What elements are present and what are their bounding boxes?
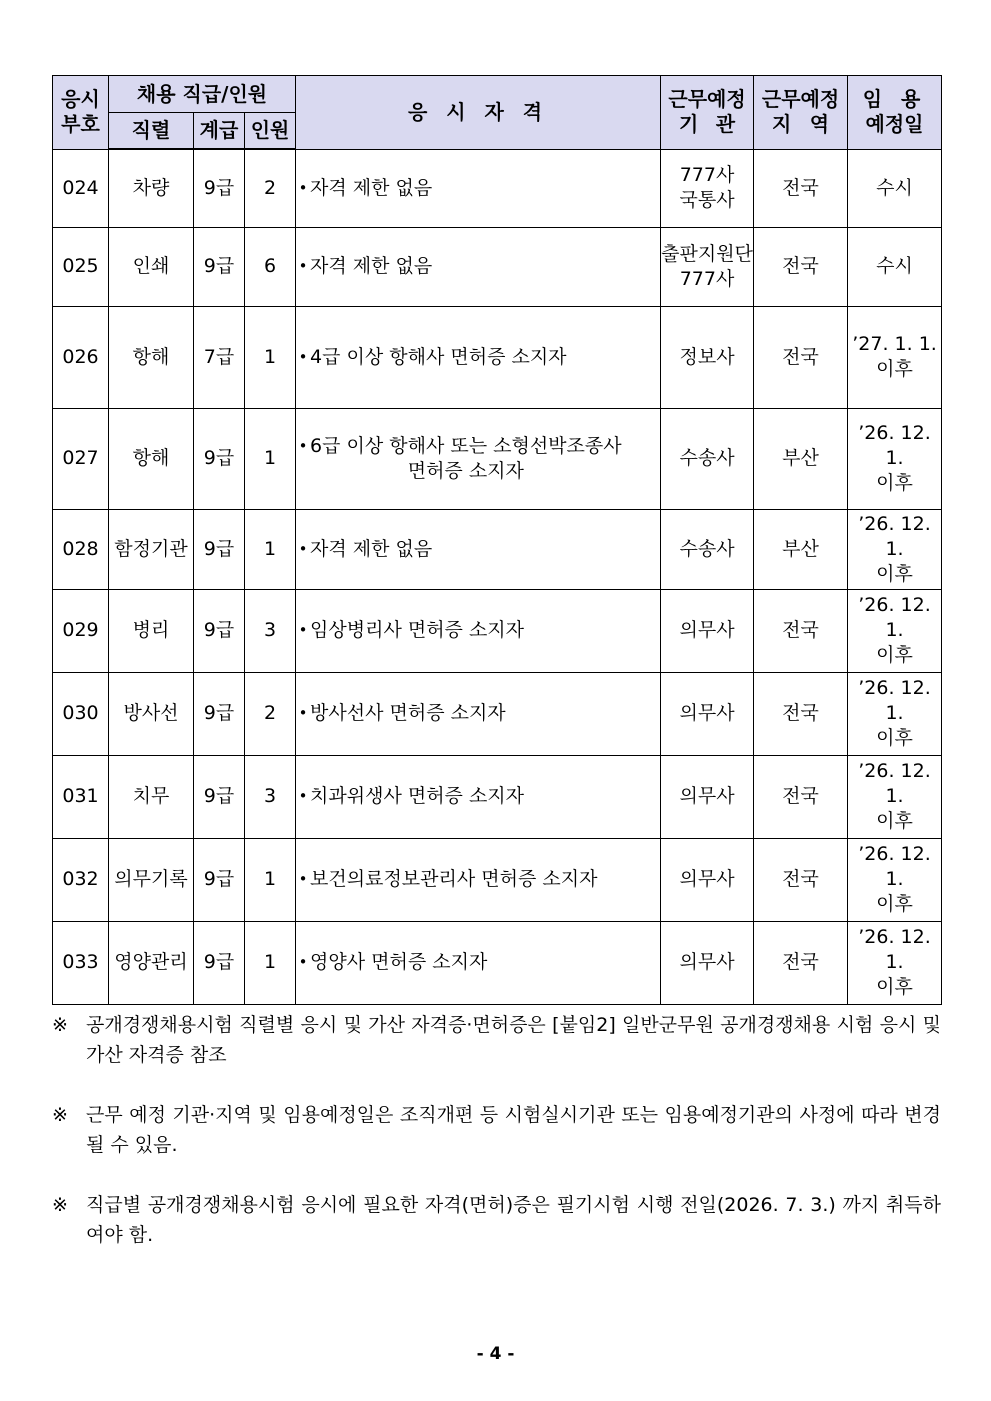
cell-region: 전국 bbox=[754, 838, 848, 921]
table-row bbox=[53, 149, 942, 227]
qualification-line: 6급 이상 항해사 또는 소형선박조종사 bbox=[310, 434, 622, 457]
cell-appointment-date: ’27. 1. 1. 이후 bbox=[848, 306, 942, 408]
cell-count: 3 bbox=[245, 755, 296, 838]
cell-exam-number: 025 bbox=[53, 227, 109, 306]
cell-series: 병리 bbox=[109, 589, 194, 672]
cell-appointment-date: 수시 bbox=[848, 227, 942, 306]
cell-qualification bbox=[296, 408, 661, 509]
note-text: 직급별 공개경쟁채용시험 응시에 필요한 자격(면허)증은 필기시험 시행 전일(2026. 7. 3.) 까지 취득하여야 함. bbox=[86, 1194, 941, 1246]
cell-exam-number: 032 bbox=[53, 838, 109, 921]
note-item bbox=[52, 1010, 941, 1070]
cell-exam-number: 031 bbox=[53, 755, 109, 838]
cell-region: 부산 bbox=[754, 408, 848, 509]
cell-series: 치무 bbox=[109, 755, 194, 838]
note-mark-icon: ※ bbox=[52, 1194, 68, 1216]
cell-count: 6 bbox=[245, 227, 296, 306]
cell-region: 전국 bbox=[754, 921, 848, 1004]
header-agency: 근무예정 기 관 bbox=[661, 76, 754, 150]
table-row bbox=[53, 589, 942, 672]
cell-count: 1 bbox=[245, 838, 296, 921]
qualification-line: 영양사 면허증 소지자 bbox=[310, 951, 488, 973]
bullet-icon: • bbox=[298, 953, 308, 971]
cell-qualification bbox=[296, 227, 661, 306]
cell-grade: 9급 bbox=[194, 227, 245, 306]
header-region: 근무예정 지 역 bbox=[754, 76, 848, 150]
cell-count: 2 bbox=[245, 149, 296, 227]
bullet-icon: • bbox=[298, 257, 308, 275]
cell-count: 3 bbox=[245, 589, 296, 672]
cell-series: 인쇄 bbox=[109, 227, 194, 306]
cell-appointment-date: ’26. 12. 1. 이후 bbox=[848, 509, 942, 589]
table-row bbox=[53, 509, 942, 589]
cell-grade: 9급 bbox=[194, 921, 245, 1004]
cell-count: 1 bbox=[245, 306, 296, 408]
cell-agency: 수송사 bbox=[661, 408, 754, 509]
cell-appointment-date: ’26. 12. 1. 이후 bbox=[848, 921, 942, 1004]
cell-agency: 777사 국통사 bbox=[661, 149, 754, 227]
note-item bbox=[52, 1100, 941, 1160]
cell-grade: 9급 bbox=[194, 589, 245, 672]
cell-qualification bbox=[296, 509, 661, 589]
cell-series: 영양관리 bbox=[109, 921, 194, 1004]
bullet-icon: • bbox=[298, 436, 308, 455]
bullet-icon: • bbox=[298, 347, 308, 366]
cell-grade: 9급 bbox=[194, 672, 245, 755]
table-body bbox=[53, 149, 942, 1004]
header-appointment-date: 임 용 예정일 bbox=[848, 76, 942, 150]
bullet-icon: • bbox=[298, 621, 308, 639]
cell-appointment-date: ’26. 12. 1. 이후 bbox=[848, 672, 942, 755]
cell-count: 1 bbox=[245, 921, 296, 1004]
cell-appointment-date: ’26. 12. 1. 이후 bbox=[848, 589, 942, 672]
table-row bbox=[53, 755, 942, 838]
table-row bbox=[53, 921, 942, 1004]
cell-region: 전국 bbox=[754, 755, 848, 838]
bullet-icon: • bbox=[298, 704, 308, 722]
note-text: 공개경쟁채용시험 직렬별 응시 및 가산 자격증·면허증은 [붙임2] 일반군무원 공개경쟁채용 시험 응시 및 가산 자격증 참조 bbox=[86, 1014, 941, 1066]
cell-region: 전국 bbox=[754, 227, 848, 306]
table-row bbox=[53, 838, 942, 921]
note-mark-icon: ※ bbox=[52, 1014, 68, 1036]
qualification-line: 면허증 소지자 bbox=[407, 459, 524, 482]
cell-grade: 9급 bbox=[194, 408, 245, 509]
cell-appointment-date: ’26. 12. 1. 이후 bbox=[848, 838, 942, 921]
qualification-line: 치과위생사 면허증 소지자 bbox=[310, 785, 525, 807]
cell-region: 부산 bbox=[754, 509, 848, 589]
cell-agency: 수송사 bbox=[661, 509, 754, 589]
cell-agency: 출판지원단 777사 bbox=[661, 227, 754, 306]
bullet-icon: • bbox=[298, 787, 308, 805]
qualification-line: 자격 제한 없음 bbox=[310, 255, 433, 277]
header-qualification: 응 시 자 격 bbox=[296, 76, 661, 150]
cell-count: 1 bbox=[245, 509, 296, 589]
header-count: 인원 bbox=[245, 113, 296, 150]
cell-grade: 9급 bbox=[194, 755, 245, 838]
header-grade: 계급 bbox=[194, 113, 245, 150]
cell-exam-number: 028 bbox=[53, 509, 109, 589]
cell-series: 항해 bbox=[109, 408, 194, 509]
recruitment-table bbox=[52, 75, 942, 1005]
cell-agency: 의무사 bbox=[661, 838, 754, 921]
cell-grade: 9급 bbox=[194, 149, 245, 227]
cell-qualification bbox=[296, 306, 661, 408]
cell-agency: 의무사 bbox=[661, 672, 754, 755]
cell-qualification bbox=[296, 589, 661, 672]
note-mark-icon: ※ bbox=[52, 1104, 68, 1126]
cell-exam-number: 030 bbox=[53, 672, 109, 755]
bullet-icon: • bbox=[298, 870, 308, 888]
table-row bbox=[53, 227, 942, 306]
cell-series: 함정기관 bbox=[109, 509, 194, 589]
cell-qualification bbox=[296, 838, 661, 921]
cell-qualification bbox=[296, 921, 661, 1004]
cell-grade: 7급 bbox=[194, 306, 245, 408]
cell-exam-number: 026 bbox=[53, 306, 109, 408]
cell-qualification bbox=[296, 672, 661, 755]
cell-qualification bbox=[296, 755, 661, 838]
header-recruit: 채용 직급/인원 bbox=[109, 76, 296, 113]
cell-agency: 정보사 bbox=[661, 306, 754, 408]
table-row bbox=[53, 306, 942, 408]
table-row bbox=[53, 408, 942, 509]
cell-exam-number: 029 bbox=[53, 589, 109, 672]
qualification-line: 보건의료정보관리사 면허증 소지자 bbox=[310, 868, 598, 890]
cell-exam-number: 027 bbox=[53, 408, 109, 509]
qualification-line: 자격 제한 없음 bbox=[310, 176, 433, 199]
cell-count: 1 bbox=[245, 408, 296, 509]
cell-exam-number: 033 bbox=[53, 921, 109, 1004]
note-text: 근무 예정 기관·지역 및 임용예정일은 조직개편 등 시험실시기관 또는 임용예정기관의 사정에 따라 변경될 수 있음. bbox=[86, 1104, 941, 1156]
bullet-icon: • bbox=[298, 178, 308, 197]
cell-region: 전국 bbox=[754, 149, 848, 227]
header-series: 직렬 bbox=[109, 113, 194, 150]
cell-agency: 의무사 bbox=[661, 755, 754, 838]
cell-region: 전국 bbox=[754, 589, 848, 672]
cell-exam-number: 024 bbox=[53, 149, 109, 227]
qualification-line: 자격 제한 없음 bbox=[310, 537, 433, 560]
cell-series: 의무기록 bbox=[109, 838, 194, 921]
cell-region: 전국 bbox=[754, 672, 848, 755]
cell-series: 항해 bbox=[109, 306, 194, 408]
cell-series: 차량 bbox=[109, 149, 194, 227]
bullet-icon: • bbox=[298, 539, 308, 558]
qualification-line: 임상병리사 면허증 소지자 bbox=[310, 619, 525, 641]
header-exam-number: 응시 부호 bbox=[53, 76, 109, 150]
cell-grade: 9급 bbox=[194, 838, 245, 921]
cell-appointment-date: 수시 bbox=[848, 149, 942, 227]
cell-series: 방사선 bbox=[109, 672, 194, 755]
cell-appointment-date: ’26. 12. 1. 이후 bbox=[848, 755, 942, 838]
qualification-line: 4급 이상 항해사 면허증 소지자 bbox=[310, 345, 567, 368]
cell-agency: 의무사 bbox=[661, 589, 754, 672]
notes-section bbox=[52, 1010, 941, 1280]
qualification-line: 방사선사 면허증 소지자 bbox=[310, 702, 506, 724]
note-item bbox=[52, 1190, 941, 1250]
cell-count: 2 bbox=[245, 672, 296, 755]
cell-agency: 의무사 bbox=[661, 921, 754, 1004]
cell-qualification bbox=[296, 149, 661, 227]
table-row bbox=[53, 672, 942, 755]
cell-region: 전국 bbox=[754, 306, 848, 408]
cell-appointment-date: ’26. 12. 1. 이후 bbox=[848, 408, 942, 509]
page-number: - 4 - bbox=[476, 1344, 515, 1364]
cell-grade: 9급 bbox=[194, 509, 245, 589]
